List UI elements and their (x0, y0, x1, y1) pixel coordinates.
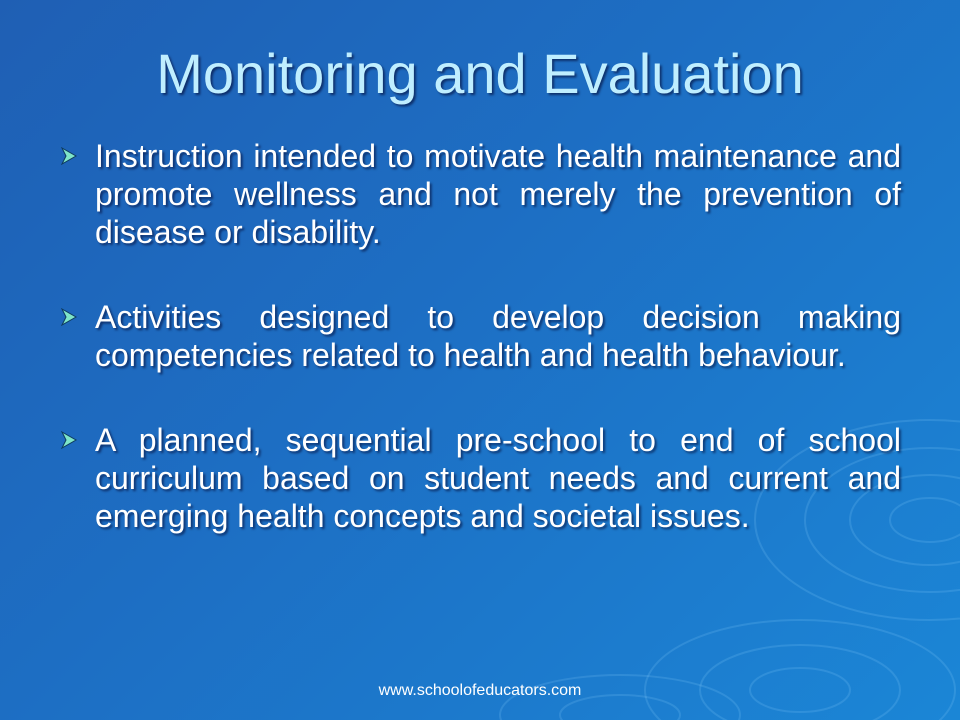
bullet-text: Activities designed to develop decision making competencies related to health and health behaviour. (95, 299, 901, 373)
bullet-item (58, 137, 901, 251)
footer-url: www.schoolofeducators.com (378, 682, 582, 699)
bullet-item (58, 421, 901, 535)
slide-title: Monitoring and Evaluation (156, 42, 804, 105)
bullet-text: Instruction intended to motivate health maintenance and promote wellness and not merely the prevention of disease or disability. (95, 138, 901, 250)
bullet-item (58, 298, 901, 374)
arrow-bullet-icon (60, 308, 78, 326)
bullet-text: A planned, sequential pre-school to end of school curriculum based on student needs and current and emerging health concepts and societal issues. (95, 422, 901, 534)
arrow-bullet-icon (60, 431, 78, 449)
arrow-bullet-icon (60, 147, 78, 165)
bullet-list (58, 137, 901, 582)
